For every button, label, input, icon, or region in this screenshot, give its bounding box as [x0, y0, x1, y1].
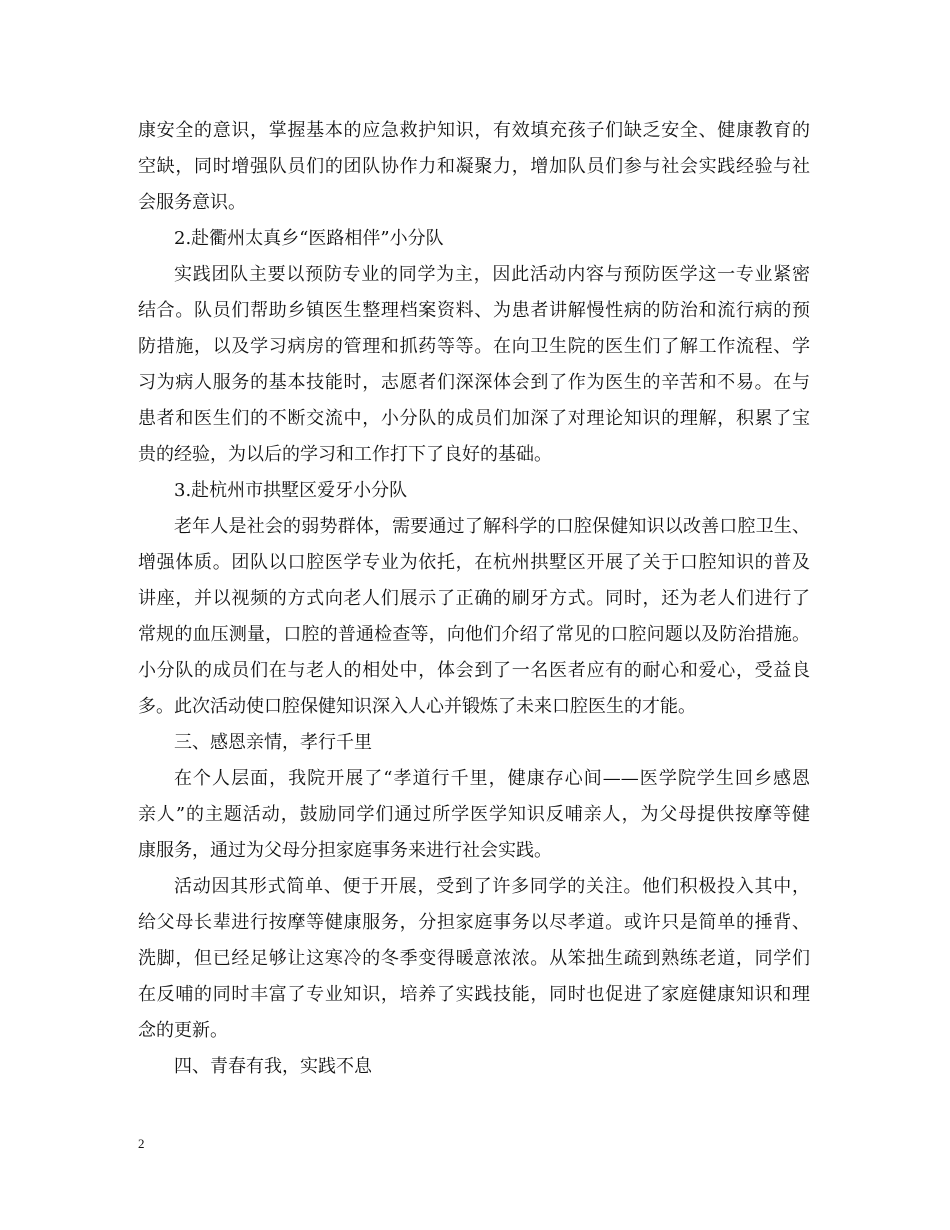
- paragraph-line: 多。此次活动使口腔保健知识深入人心并锻炼了未来口腔医生的才能。: [138, 696, 696, 717]
- paragraph-line: 空缺，同时增强队员们的团队协作力和凝聚力，增加队员们参与社会实践经验与社: [138, 156, 810, 177]
- paragraph-line: 贵的经验，为以后的学习和工作打下了良好的基础。: [138, 444, 552, 465]
- section-heading: 四、青春有我，实践不息: [174, 1056, 372, 1077]
- paragraph-line: 念的更新。: [138, 1020, 228, 1041]
- paragraph-line: 常规的血压测量，口腔的普通检查等，向他们介绍了常见的口腔问题以及防治措施。: [138, 624, 810, 645]
- paragraph-line: 讲座，并以视频的方式向老人们展示了正确的刷牙方式。同时，还为老人们进行了: [138, 588, 810, 609]
- section-heading: 三、感恩亲情，孝行千里: [174, 732, 372, 753]
- paragraph-line: 小分队的成员们在与老人的相处中，体会到了一名医者应有的耐心和爱心，受益良: [138, 660, 810, 681]
- paragraph-line: 活动因其形式简单、便于开展，受到了许多同学的关注。他们积极投入其中，: [174, 876, 810, 897]
- paragraph-line: 在个人层面，我院开展了“孝道行千里，健康存心间——医学院学生回乡感恩: [174, 768, 810, 789]
- paragraph-line: 给父母长辈进行按摩等健康服务，分担家庭事务以尽孝道。或许只是简单的捶背、: [138, 912, 810, 933]
- section-heading: 2.赴衢州太真乡“医路相伴”小分队: [174, 228, 444, 249]
- paragraph-line: 在反哺的同时丰富了专业知识，培养了实践技能，同时也促进了家庭健康知识和理: [138, 984, 810, 1005]
- section-heading: 3.赴杭州市拱墅区爱牙小分队: [174, 480, 408, 501]
- page-number: 2: [138, 1136, 145, 1151]
- paragraph-line: 防措施，以及学习病房的管理和抓药等等。在向卫生院的医生们了解工作流程、学: [138, 336, 810, 357]
- paragraph-line: 亲人”的主题活动，鼓励同学们通过所学医学知识反哺亲人，为父母提供按摩等健: [138, 804, 810, 825]
- paragraph-line: 洗脚，但已经足够让这寒冷的冬季变得暖意浓浓。从笨拙生疏到熟练老道，同学们: [138, 948, 810, 969]
- paragraph-line: 老年人是社会的弱势群体，需要通过了解科学的口腔保健知识以改善口腔卫生、: [174, 516, 810, 537]
- paragraph-line: 实践团队主要以预防专业的同学为主，因此活动内容与预防医学这一专业紧密: [174, 264, 810, 285]
- paragraph-line: 增强体质。团队以口腔医学专业为依托，在杭州拱墅区开展了关于口腔知识的普及: [138, 552, 810, 573]
- paragraph-line: 习为病人服务的基本技能时，志愿者们深深体会到了作为医生的辛苦和不易。在与: [138, 372, 810, 393]
- document-body: [138, 113, 810, 1085]
- paragraph-line: 康安全的意识，掌握基本的应急救护知识，有效填充孩子们缺乏安全、健康教育的: [138, 120, 810, 141]
- paragraph-line: 会服务意识。: [138, 192, 246, 213]
- paragraph-line: 康服务，通过为父母分担家庭事务来进行社会实践。: [138, 840, 552, 861]
- paragraph-line: 患者和医生们的不断交流中，小分队的成员们加深了对理论知识的理解，积累了宝: [138, 408, 810, 429]
- paragraph-line: 结合。队员们帮助乡镇医生整理档案资料、为患者讲解慢性病的防治和流行病的预: [138, 300, 810, 321]
